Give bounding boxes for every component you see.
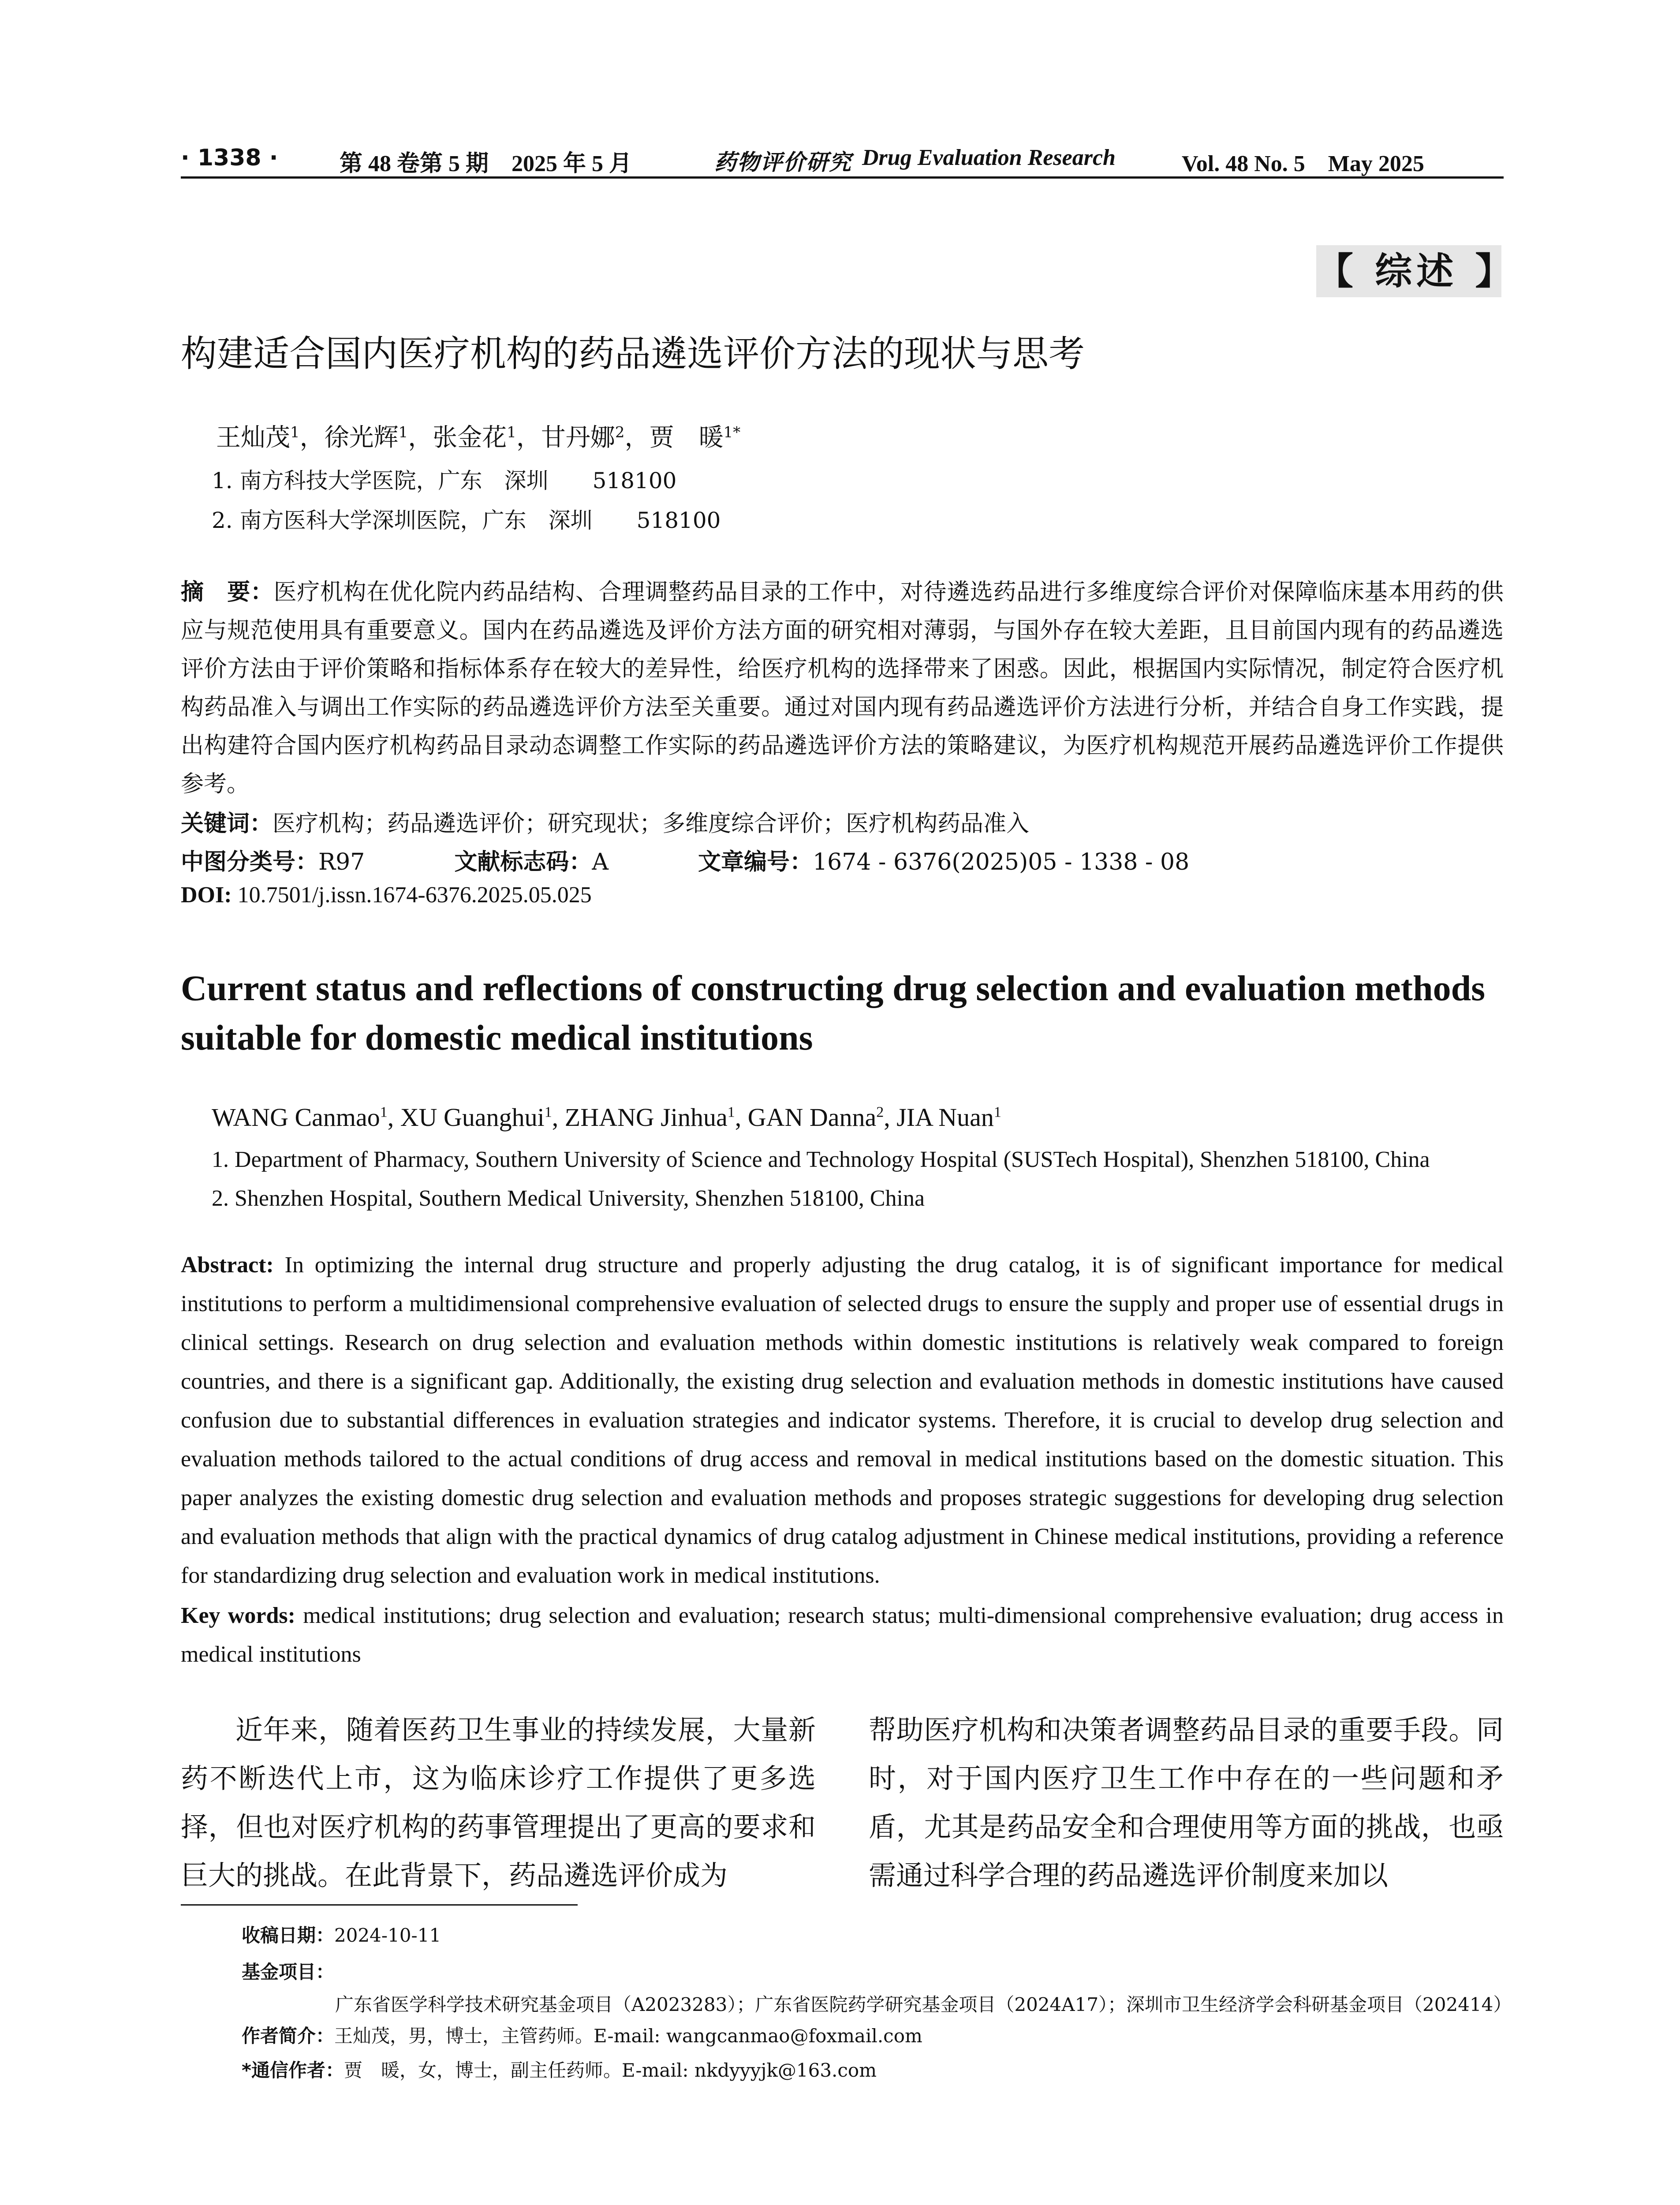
author-name: 王灿茂	[216, 423, 290, 452]
article-title-en: Current status and reflections of constructing drug selection and evaluation methods suitable for domestic medical institutions	[181, 968, 1486, 1058]
keywords-text-zh: 医疗机构；药品遴选评价；研究现状；多维度综合评价；医疗机构药品准入	[273, 811, 1030, 837]
doi-value: 10.7501/j.issn.1674-6376.2025.05.025	[237, 882, 592, 908]
funding-text: 广东省医学科学技术研究基金项目（A2023283）；广东省医院药学研究基金项目（2024A17）；深圳市卫生经济学会科研基金项目（202414）	[335, 1994, 1512, 2015]
keywords-zh	[181, 805, 1029, 838]
footnote-funding	[242, 1956, 1512, 2021]
author-affiliation-mark: 1	[544, 1104, 552, 1121]
abstract-en	[181, 1246, 1504, 1595]
footnote-author-bio	[242, 2020, 1504, 2052]
author-bio-text: 王灿茂，男，博士，主管药师。E-mail: wangcanmao@foxmail.com	[334, 2025, 922, 2047]
journal-logo: 药物评价研究	[714, 150, 852, 175]
keywords-label-en: Key words:	[181, 1603, 295, 1628]
article-number-value: 1674 - 6376(2025)05 - 1338 - 08	[813, 849, 1190, 875]
funding-label: 基金项目：	[242, 1961, 335, 1983]
author-affiliation-mark: 1	[727, 1104, 735, 1121]
clc-label: 中图分类号：	[181, 849, 319, 875]
author-bio-label: 作者简介：	[242, 2025, 335, 2047]
footnote-corresponding-author	[242, 2054, 1504, 2087]
keywords-en	[181, 1596, 1504, 1674]
abstract-zh	[181, 573, 1504, 804]
body-column-left: 近年来，随着医药卫生事业的持续发展，大量新药不断迭代上市，这为临床诊疗工作提供了更多选择，但也对医疗机构的药事管理提出了更高的要求和巨大的挑战。在此背景下，药品遴选评价成为	[181, 1714, 816, 1891]
author-affiliation-mark: 2	[876, 1104, 884, 1121]
author-name: 张金花	[433, 423, 507, 452]
author-name-en: ZHANG Jinhua	[564, 1103, 728, 1132]
author-list-en: WANG Canmao$^1$, XU Guanghui$^1$, ZHANG Jinhua$^1$, GAN Danna$^2$, JIA Nuan$^1$	[212, 1103, 1001, 1132]
author-affiliation-mark: 1	[507, 423, 516, 441]
journal-name-en: Drug Evaluation Research	[862, 145, 1116, 170]
affiliation-en: 2. Shenzhen Hospital, Southern Medical University, Shenzhen 518100, China	[212, 1186, 925, 1211]
author-affiliation-mark: 1	[380, 1104, 388, 1121]
affiliation-en: 1. Department of Pharmacy, Southern University of Science and Technology Hospital (SUSTech Hospital), Shenzhen 518100, China	[212, 1147, 1430, 1172]
author-name-en: GAN Danna	[747, 1103, 877, 1132]
body-column-right: 帮助医疗机构和决策者调整药品目录的重要手段。同时，对于国内医疗卫生工作中存在的一些问题和矛盾，尤其是药品安全和合理使用等方面的挑战，也亟需通过科学合理的药品遴选评价制度来加以	[869, 1714, 1504, 1891]
classification-line	[181, 843, 1189, 876]
author-name-en: JIA Nuan	[896, 1103, 994, 1132]
document-code-label: 文献标志码：	[454, 849, 592, 875]
author-name: 甘丹娜	[541, 423, 615, 452]
article-number-label: 文章编号：	[698, 849, 813, 875]
section-tag: 【 综述 】	[1316, 245, 1501, 297]
keywords-text-en: medical institutions; drug selection and evaluation; research status; multi-dimensional comprehensive evaluation; drug access in medical institutions	[181, 1603, 1504, 1667]
keywords-label-zh: 关键词：	[181, 811, 273, 837]
document-code-value: A	[592, 849, 609, 875]
issue-en: Vol. 48 No. 5 May 2025	[1182, 151, 1424, 176]
author-list-zh: 王灿茂$^1$，徐光辉$^1$，张金花$^1$，甘丹娜$^2$，贾 暖$^{1*}$	[216, 423, 741, 452]
author-name-en: XU Guanghui	[400, 1103, 545, 1132]
corresponding-label: *通信作者：	[242, 2059, 344, 2081]
received-date: 2024-10-11	[334, 1925, 441, 1946]
issue-zh: 第 48 卷第 5 期 2025 年 5 月	[340, 151, 632, 176]
article-title-zh: 构建适合国内医疗机构的药品遴选评价方法的现状与思考	[181, 333, 1085, 375]
page-number: · 1338 ·	[181, 145, 278, 171]
corresponding-text: 贾 暖，女，博士，副主任药师。E-mail: nkdyyyjk@163.com	[343, 2059, 877, 2081]
author-affiliation-mark: 1*	[723, 423, 741, 441]
running-header	[181, 140, 1504, 180]
author-affiliation-mark: 1	[290, 423, 300, 441]
footnote-received	[242, 1919, 1504, 1952]
abstract-label-zh: 摘 要：	[181, 579, 274, 605]
clc-value: R97	[318, 849, 365, 875]
author-affiliation-mark: 1	[993, 1104, 1001, 1121]
abstract-text-en: In optimizing the internal drug structure and properly adjusting the drug catalog, it is of significant importance for medical institutions to perform a multidimensional comprehensive evaluation of selected drugs to ensure the supply and proper use of essential drugs in clinical settings. Research on drug selection and evaluation methods within domestic institutions is relatively weak compared to foreign countries, and there is a significant gap. Additionally, the existing drug selection and evaluation methods in domestic institutions have caused confusion due to substantial differences in evaluation strategies and indicator systems. Therefore, it is crucial to develop drug selection and evaluation methods tailored to the actual conditions of drug access and removal in medical institutions based on the domestic situation. This paper analyzes the existing domestic drug selection and evaluation methods and proposes strategic suggestions for developing drug selection and evaluation methods that align with the practical dynamics of drug catalog adjustment in Chinese medical institutions, providing a reference for standardizing drug selection and evaluation work in medical institutions.	[181, 1252, 1504, 1588]
affiliation-zh: 1. 南方科技大学医院，广东 深圳 518100	[212, 468, 677, 493]
header-rule	[181, 176, 1504, 179]
affiliation-zh: 2. 南方医科大学深圳医院，广东 深圳 518100	[212, 508, 721, 533]
author-affiliation-mark: 2	[615, 423, 625, 441]
author-affiliation-mark: 1	[398, 423, 408, 441]
abstract-text-zh: 医疗机构在优化院内药品结构、合理调整药品目录的工作中，对待遴选药品进行多维度综合评价对保障临床基本用药的供应与规范使用具有重要意义。国内在药品遴选及评价方法方面的研究相对薄弱，与国外存在较大差距，且目前国内现有的药品遴选评价方法由于评价策略和指标体系存在较大的差异性，给医疗机构的选择带来了困惑。因此，根据国内实际情况，制定符合医疗机构药品准入与调出工作实际的药品遴选评价方法至关重要。通过对国内现有药品遴选评价方法进行分析，并结合自身工作实践，提出构建符合国内医疗机构药品目录动态调整工作实际的药品遴选评价方法的策略建议，为医疗机构规范开展药品遴选评价工作提供参考。	[181, 579, 1504, 797]
author-name-en: WANG Canmao	[212, 1103, 380, 1132]
doi-line	[181, 882, 592, 908]
doi-label: DOI:	[181, 882, 232, 908]
author-name: 贾 暖	[649, 423, 724, 452]
author-name: 徐光辉	[324, 423, 399, 452]
footnote-rule	[181, 1904, 578, 1906]
received-label: 收稿日期：	[242, 1925, 335, 1946]
abstract-label-en: Abstract:	[181, 1252, 274, 1278]
